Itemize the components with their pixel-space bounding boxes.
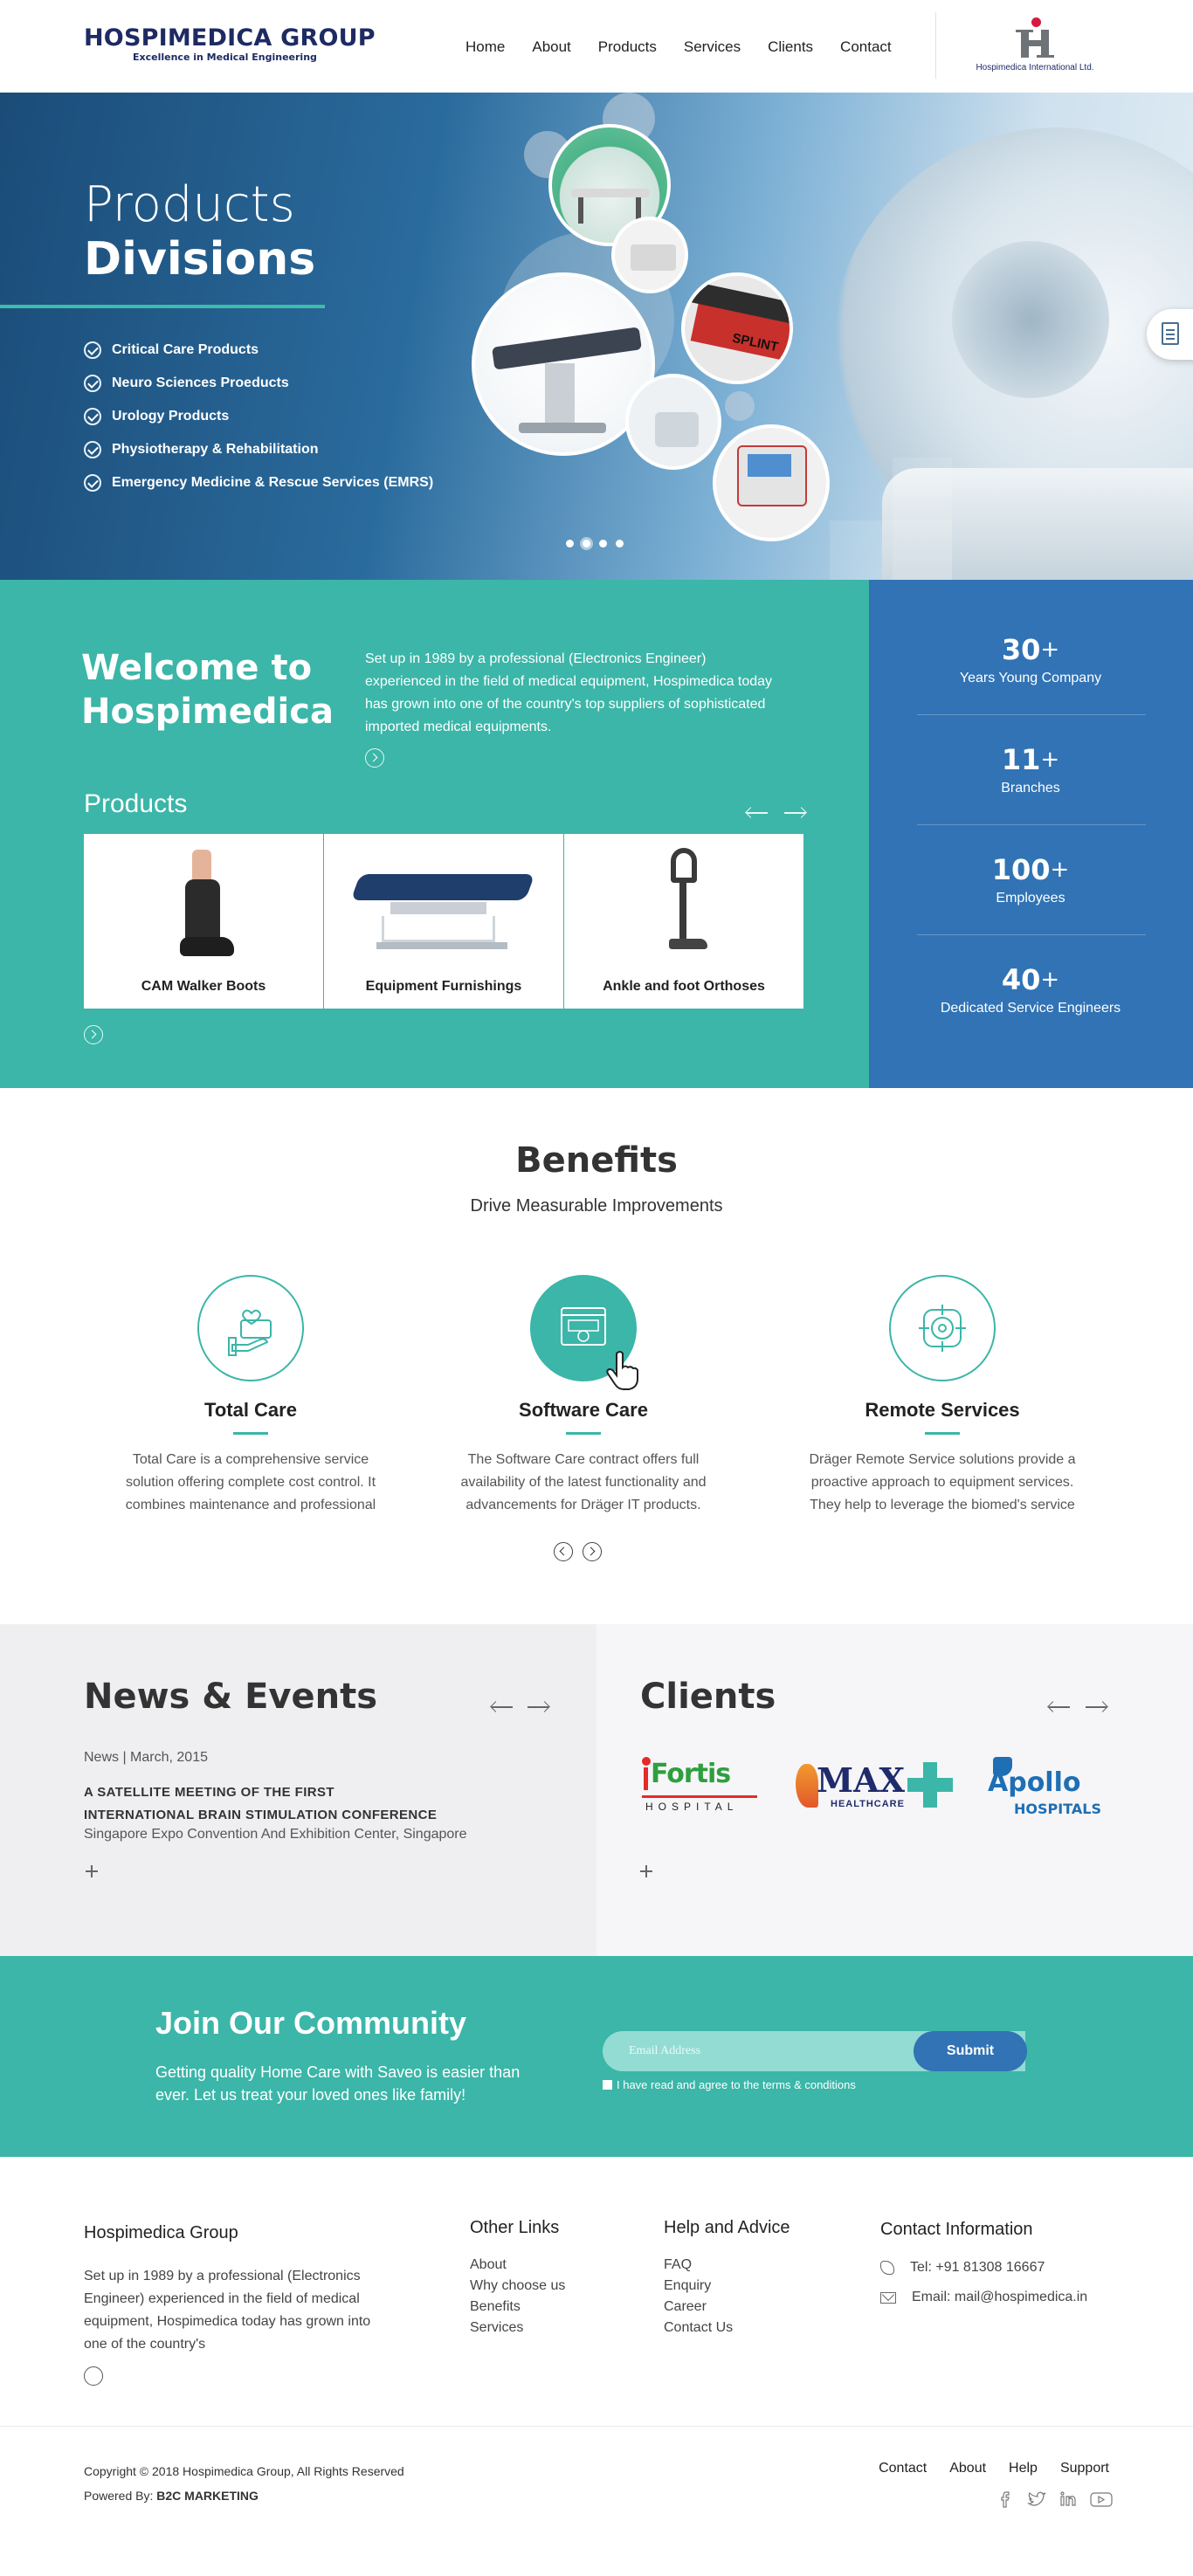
check-icon	[84, 341, 101, 359]
news-expand-plus-icon[interactable]	[86, 1865, 98, 1877]
footer-help-links	[664, 2255, 733, 2338]
nav-contact[interactable]: Contact	[840, 38, 892, 55]
join-text: Getting quality Home Care with Saveo is easier than ever. Let us treat your loved ones like family!	[155, 2063, 521, 2104]
hero-underline	[0, 305, 325, 308]
products-prev-arrow-left-icon[interactable]	[747, 812, 768, 814]
footer-nav-about[interactable]: About	[949, 2461, 987, 2476]
join-community-section	[0, 1956, 1193, 2157]
stats-panel	[869, 580, 1193, 1088]
footer-link[interactable]: Contact Us	[664, 2320, 734, 2335]
social-links	[996, 2490, 1109, 2508]
benefit-software-care[interactable]	[435, 1275, 732, 1517]
footer-nav-contact[interactable]: Contact	[879, 2461, 928, 2476]
welcome-section	[0, 580, 869, 1088]
stat-employees: 100+ Employees	[991, 853, 1070, 906]
footer-help-title: Help and Advice	[664, 2218, 790, 2237]
news-prev-arrow-left-icon[interactable]	[492, 1706, 513, 1708]
benefits-title: Benefits	[515, 1140, 678, 1181]
footer-link[interactable]: Enquiry	[664, 2278, 712, 2293]
treatment-table-image	[355, 848, 530, 961]
benefit-title: Software Care	[519, 1399, 648, 1421]
clients-prev-arrow-left-icon[interactable]	[1049, 1706, 1070, 1708]
slider-dots	[566, 540, 624, 548]
product-name: CAM Walker Boots	[141, 979, 266, 994]
clients-expand-plus-icon[interactable]	[640, 1865, 652, 1877]
footer-nav-support[interactable]: Support	[1059, 2461, 1109, 2476]
benefit-title: Total Care	[204, 1399, 297, 1421]
division-item[interactable]: Physiotherapy & Rehabilitation	[84, 433, 433, 466]
product-bubble-splint: SPLINT	[681, 272, 793, 384]
linkedin-icon[interactable]	[1059, 2490, 1078, 2508]
product-card[interactable]	[84, 834, 323, 1009]
benefit-remote-services[interactable]	[794, 1275, 1091, 1517]
phone-icon	[880, 2261, 894, 2275]
ankle-foot-orthosis-image	[664, 848, 707, 965]
hand-heart-icon	[197, 1275, 304, 1381]
product-card[interactable]	[564, 834, 803, 1009]
brand-logo[interactable]	[84, 24, 376, 63]
clients-title: Clients	[640, 1677, 776, 1717]
news-section	[0, 1624, 596, 1956]
brand-title: HOSPIMEDICA GROUP	[84, 24, 376, 52]
news-meta: News | March, 2015	[84, 1750, 208, 1765]
footer-other-title: Other Links	[470, 2218, 560, 2237]
nav-about[interactable]: About	[532, 38, 571, 55]
footer-phone[interactable]: Tel: +91 81308 16667	[880, 2260, 1045, 2276]
product-name: Equipment Furnishings	[365, 979, 522, 994]
benefit-total-care[interactable]	[102, 1275, 399, 1517]
cam-walker-boot-image	[169, 850, 239, 963]
footer-email[interactable]: Email: mail@hospimedica.in	[880, 2290, 1087, 2305]
hand-pointer-icon	[606, 1350, 641, 1390]
client-logo-fortis[interactable]: Fortis HOSPITAL	[642, 1755, 764, 1822]
division-item[interactable]: Critical Care Products	[84, 334, 433, 367]
news-next-arrow-right-icon[interactable]	[528, 1706, 548, 1708]
benefit-title: Remote Services	[865, 1399, 1020, 1421]
benefit-text: Total Care is a comprehensive service solution offering complete cost control. It combines maintenance and professional	[125, 1452, 376, 1512]
check-icon	[84, 375, 101, 392]
main-nav	[465, 37, 892, 58]
footer-link[interactable]: Why choose us	[470, 2278, 566, 2293]
footer-link[interactable]: FAQ	[664, 2257, 693, 2272]
footer-about-title: Hospimedica Group	[84, 2223, 238, 2242]
submit-button[interactable]: Submit	[914, 2031, 1027, 2071]
clients-next-arrow-right-icon[interactable]	[1086, 1706, 1107, 1708]
footer-link[interactable]: Career	[664, 2299, 707, 2314]
youtube-icon[interactable]	[1090, 2490, 1109, 2508]
footer-link[interactable]: Services	[470, 2320, 524, 2335]
check-icon	[84, 408, 101, 425]
copyright: Copyright © 2018 Hospimedica Group, All Rights Reserved	[84, 2464, 404, 2478]
slider-dot[interactable]	[599, 540, 607, 548]
division-item[interactable]: Neuro Sciences Proeducts	[84, 367, 433, 400]
hero-title-bold: Divisions	[84, 233, 316, 286]
footer-other-links	[470, 2255, 565, 2338]
benefits-subtitle: Drive Measurable Improvements	[470, 1196, 723, 1216]
benefit-text: The Software Care contract offers full availability of the latest functionality and advancements for Dräger IT products.	[460, 1452, 707, 1512]
hospimedica-h-logo-icon	[1016, 17, 1054, 59]
footer-more-circle-arrow-icon[interactable]	[84, 2366, 103, 2386]
nav-products[interactable]: Products	[597, 38, 657, 55]
footer-link[interactable]: About	[470, 2257, 507, 2272]
header-divider	[935, 12, 936, 79]
product-bubble-device	[625, 374, 721, 470]
client-logo-apollo[interactable]: Apollo HOSPITALS	[988, 1755, 1119, 1822]
news-title: News & Events	[84, 1677, 378, 1717]
checkbox[interactable]	[603, 2080, 612, 2090]
hero-title-light: Products	[84, 176, 295, 233]
terms-checkbox[interactable]: I have read and agree to the terms & conditions	[603, 2078, 856, 2091]
stat-branches: 11+ Branches	[1001, 743, 1060, 796]
enquiry-side-tab[interactable]	[1147, 309, 1193, 360]
product-bubble-stimulator	[713, 424, 830, 541]
welcome-title: Welcome to Hospimedica	[81, 648, 334, 732]
slider-dot[interactable]	[566, 540, 574, 548]
hero-banner	[0, 93, 1193, 580]
nav-services[interactable]: Services	[683, 38, 741, 55]
product-bubble-monitor	[611, 217, 688, 293]
benefit-text: Dräger Remote Service solutions provide a proactive approach to equipment services. They help to leverage the biomed's service	[809, 1452, 1076, 1512]
welcome-more-circle-arrow-icon[interactable]	[365, 748, 384, 768]
products-next-arrow-right-icon[interactable]	[784, 812, 805, 814]
products-more-circle-arrow-icon[interactable]	[84, 1025, 103, 1044]
mail-icon	[880, 2292, 896, 2304]
footer-link[interactable]: Benefits	[470, 2299, 521, 2314]
footer-about-text: Set up in 1989 by a professional (Electronics Engineer) experienced in the field of medical equipment, Hospimedica today has grown into one of the country's	[84, 2269, 371, 2352]
benefits-next-circle-arrow-icon[interactable]	[583, 1542, 602, 1561]
remote-target-icon	[889, 1275, 996, 1381]
brand-tagline: Excellence in Medical Engineering	[133, 52, 317, 63]
intl-caption: Hospimedica International Ltd.	[976, 63, 1094, 72]
news-location: Singapore Expo Convention And Exhibition Center, Singapore	[84, 1827, 467, 1842]
slider-dot-active[interactable]	[583, 540, 590, 548]
clients-section	[596, 1624, 1193, 1956]
footer-divider	[0, 2426, 1193, 2427]
footer-bottom-nav	[856, 2461, 1109, 2476]
products-title: Products	[84, 789, 188, 818]
division-item[interactable]: Emergency Medicine & Rescue Services (EMRS)	[84, 466, 433, 499]
slider-dot[interactable]	[616, 540, 624, 548]
footer-contact-title: Contact Information	[880, 2220, 1033, 2239]
product-card[interactable]	[324, 834, 563, 1009]
division-item[interactable]: Urology Products	[84, 400, 433, 433]
twitter-icon[interactable]	[1027, 2490, 1046, 2508]
document-icon	[1162, 322, 1179, 345]
benefits-prev-circle-arrow-icon[interactable]	[554, 1542, 573, 1561]
check-icon	[84, 441, 101, 458]
division-list	[84, 334, 433, 499]
product-name: Ankle and foot Orthoses	[603, 979, 765, 994]
product-carousel	[84, 834, 804, 1009]
check-icon	[84, 474, 101, 492]
client-logo-max[interactable]: MAX HEALTHCARE	[796, 1755, 962, 1822]
stat-engineers: 40+ Dedicated Service Engineers	[940, 963, 1121, 1016]
facebook-icon[interactable]	[996, 2490, 1015, 2508]
footer-nav-help[interactable]: Help	[1009, 2461, 1038, 2476]
news-headline[interactable]: A SATELLITE MEETING OF THE FIRST INTERNATIONAL BRAIN STIMULATION CONFERENCE	[84, 1785, 438, 1822]
site-footer	[0, 2157, 1193, 2576]
powered-by-link[interactable]: B2C MARKETING	[156, 2489, 259, 2503]
welcome-text: Set up in 1989 by a professional (Electronics Engineer) experienced in the field of medical equipment, Hospimedica today has grown into one of the country's top suppliers of sophisticated imported medical equipments.	[365, 651, 773, 734]
stat-years: 30+ Years Young Company	[959, 633, 1102, 685]
join-title: Join Our Community	[155, 2005, 467, 2041]
nav-home[interactable]: Home	[465, 38, 506, 55]
powered-by: Powered By: B2C MARKETING	[84, 2489, 259, 2503]
intl-logo[interactable]	[961, 12, 1109, 73]
site-header	[0, 0, 1193, 93]
nav-clients[interactable]: Clients	[768, 38, 814, 55]
